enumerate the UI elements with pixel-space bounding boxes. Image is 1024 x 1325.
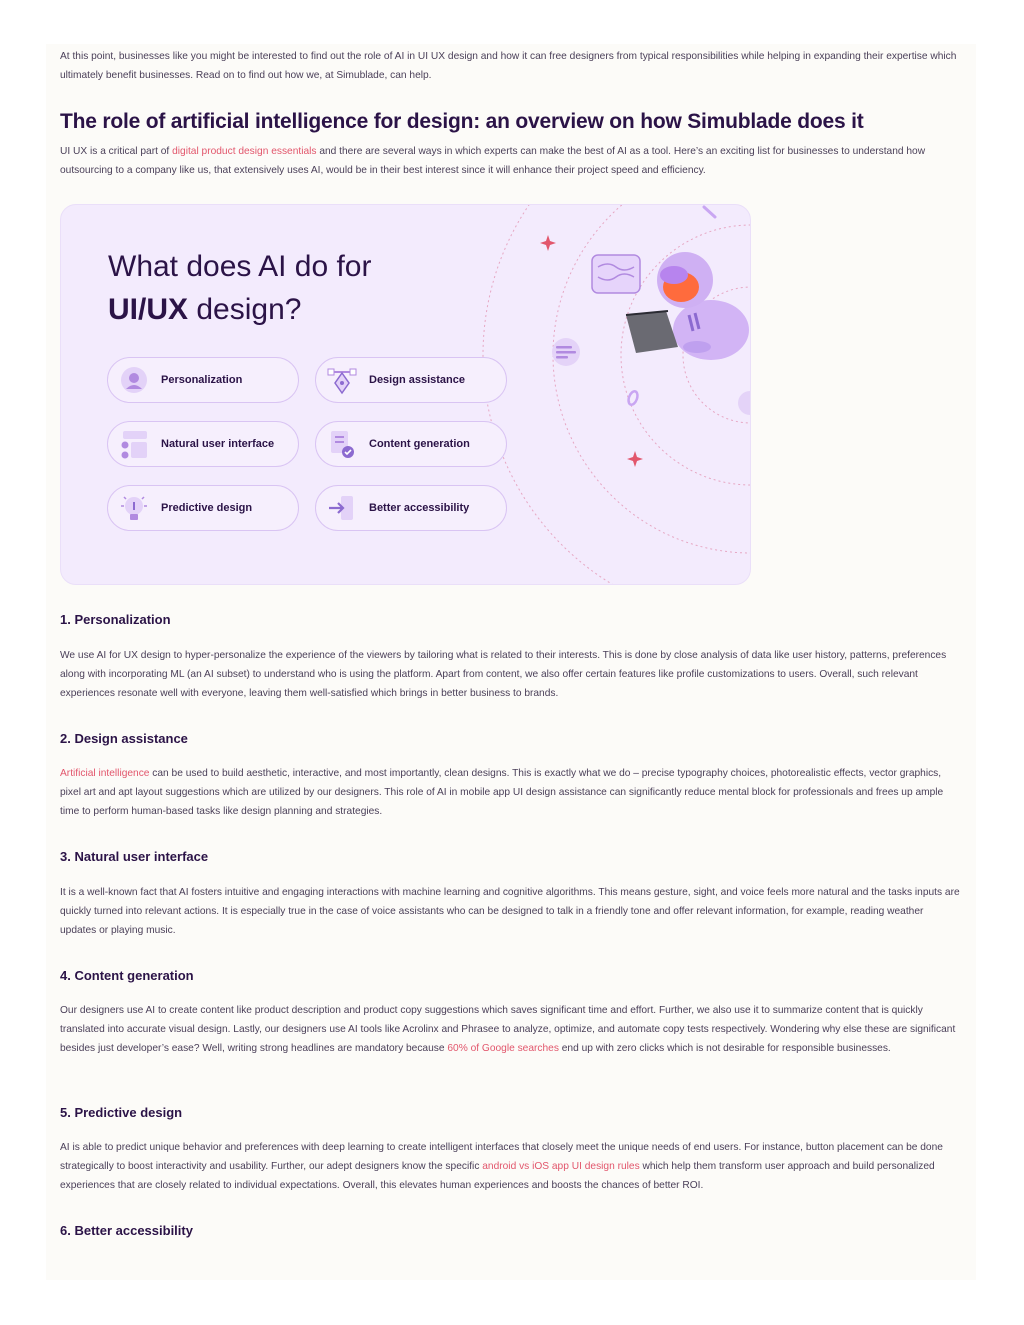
pill-natural-user-interface [107,421,299,467]
section-heading-predictive-design: 5. Predictive design [60,1105,183,1120]
section-body-predictive-design [60,1138,963,1195]
section-heading-personalization: 1. Personalization [60,612,171,627]
pill-label: Personalization [161,374,243,386]
door-arrow-icon [327,493,357,523]
pill-label: Design assistance [369,374,465,386]
link-google-searches[interactable]: 60% of Google searches [447,1043,559,1054]
section-text: AI is able to predict unique behavior and preferences with deep learning to create intelligent interfaces that closely meet the unique needs of end users. For instance, button placement can be done strategically to boost interactivity and usability. Further, our adept designers know the specific [60,1142,943,1172]
pill-label: Predictive design [161,502,253,514]
infographic-title [108,245,371,331]
pill-better-accessibility [315,485,507,531]
personalization-icon [119,365,149,395]
pill-design-assistance [315,357,507,403]
article-page [46,44,976,1280]
section-body-personalization: We use AI for UX design to hyper-personalize the experience of the viewers by tailoring what is related to their interests. This is done by close analysis of data like user history, patterns, preferences along with incorporating ML (an AI subset) to understand who is using the platform. Apart from content, we also offer certain features like profile customizations to users. Overall, such relevant experiences resonate well with everyone, leaving them well-satisfied which brings in better business to brands. [60,650,947,699]
ai-uiux-infographic [60,204,751,585]
sparkle-icon [627,451,643,467]
pill-content-generation [315,421,507,467]
link-artificial-intelligence[interactable]: Artificial intelligence [60,768,150,779]
interface-icon [119,429,149,459]
lead-text-start: UI UX is a critical part of [60,146,173,157]
article-lead [60,142,960,180]
section-body-content-generation [60,1001,963,1058]
pill-personalization [107,357,299,403]
section-text: end up with zero clicks which is not desirable for responsible businesses. [558,1043,891,1054]
lightbulb-icon [119,493,149,523]
infographic-title-bold: UI/UX [108,293,189,326]
pill-label: Content generation [369,438,470,450]
link-digital-product-design[interactable]: digital product design essentials [172,146,317,157]
pill-predictive-design [107,485,299,531]
section-heading-natural-ui: 3. Natural user interface [60,849,209,864]
section-heading-design-assistance: 2. Design assistance [60,731,188,746]
lead-text-end: and there are several ways in which experts can make the best of AI as a tool. Here’s an exciting list for businesses to understand how outsourcing to a company like us, that extensively uses AI, would be in their best interest since it will enhance their project speed and efficiency. [60,146,926,176]
link-android-vs-ios[interactable]: android vs iOS app UI design rules [482,1161,640,1172]
document-check-icon [327,429,357,459]
intro-paragraph: At this point, businesses like you might be interested to find out the role of AI in UI UX design and how it can free designers from typical responsibilities while helping in expanding their expertise which ultimately benefit businesses. Read on to find out how we, at Simublade, can help. [60,51,957,81]
section-text: which help them transform user approach and build personalized experiences that are closely related to individual expectations. Overall, this elevates human experiences and boosts the chances of better ROI. [60,1161,935,1191]
section-body-design-assistance [60,764,960,821]
section-heading-better-accessibility: 6. Better accessibility [60,1223,193,1238]
pill-label: Better accessibility [369,502,470,514]
article-title: The role of artificial intelligence for design: an overview on how Simublade does it [60,110,864,133]
infographic-title-rest: design? [188,293,302,326]
section-text: can be used to build aesthetic, interactive, and most importantly, clean designs. This is exactly what we do – precise typography choices, photorealistic effects, vector graphics, pixel art and apt layout suggestions which are utilized by our designers. This role of AI in mobile app UI design assistance can significantly reduce mental block for professionals and frees up ample time to perform human-based tasks like design planning and strategies. [60,768,944,817]
sparkle-icon [540,235,556,251]
infographic-title-line2 [108,288,371,331]
infographic-title-line1: What does AI do for [108,250,372,283]
pill-label: Natural user interface [161,438,275,450]
section-heading-content-generation: 4. Content generation [60,968,194,983]
pen-tool-icon [327,365,357,395]
section-body-natural-ui: It is a well-known fact that AI fosters intuitive and engaging interactions with machine learning and cognitive algorithms. This means gesture, sight, and voice feels more natural and the tasks inputs are quickly turned into relevant actions. It is especially true in the case of voice assistants who can be designed to talk in a friendly tone and offer relevant information, for example, reading weather updates or playing music. [60,887,960,936]
section-text: Our designers use AI to create content like product description and product copy suggestions which saves significant time and effort. Further, we also use it to summarize content that is quickly translated into accurate visual design. Lastly, our designers use AI tools like Acrolinx and Phrasee to analyze, optimize, and automate copy tests respectively. Wondering why else these are significant besides just developer’s ease? Well, writing strong headlines are mandatory because [60,1005,956,1054]
